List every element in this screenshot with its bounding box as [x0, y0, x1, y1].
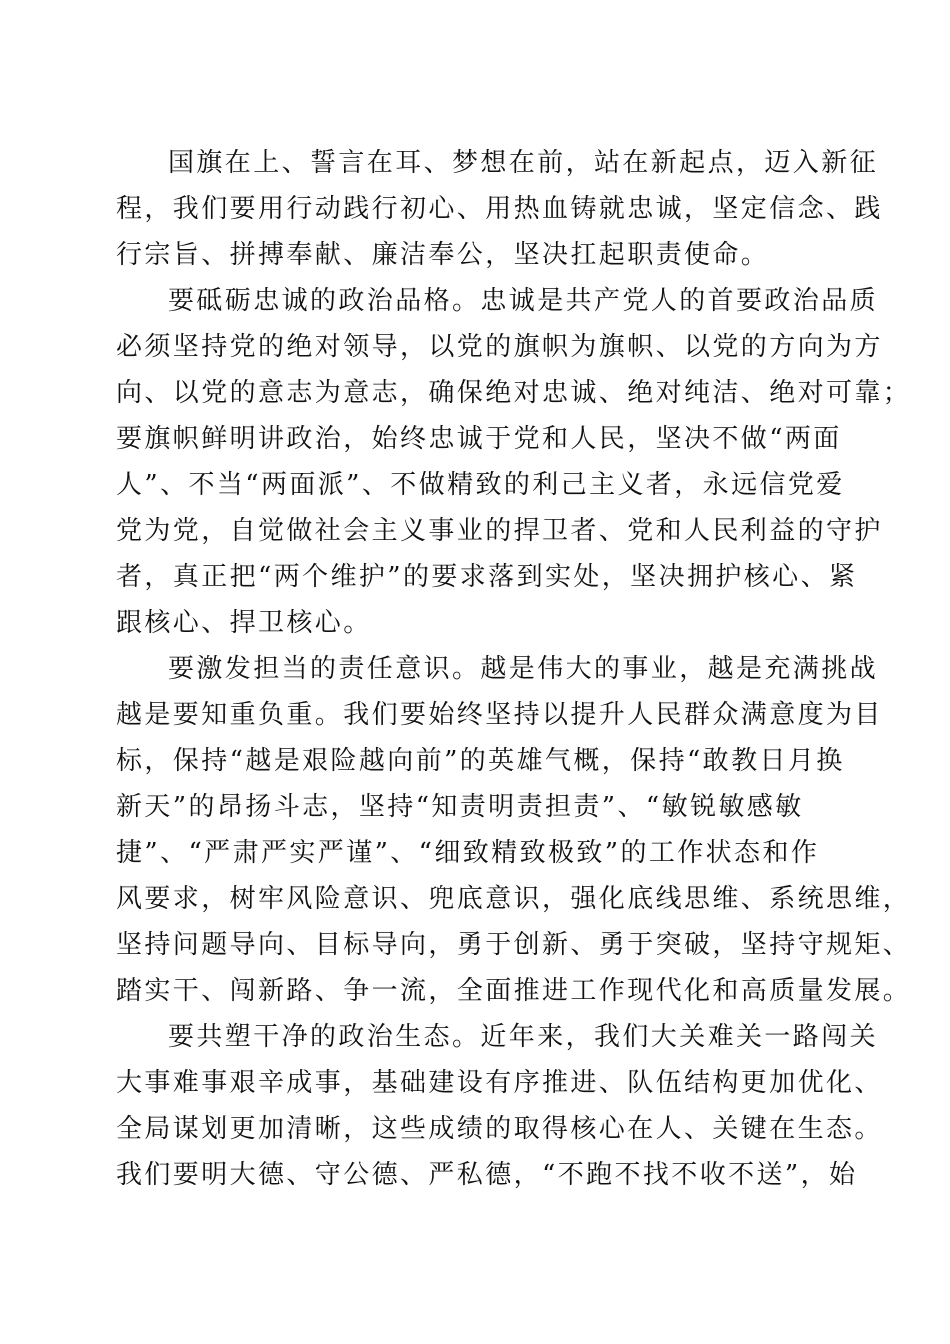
- paragraph-3-line-2: 越是要知重负重。我们要始终坚持以提升人民群众满意度为目: [116, 700, 883, 730]
- paragraph-2-line-1: 要砥砺忠诚的政治品格。忠诚是共产党人的首要政治品质: [168, 286, 879, 316]
- paragraph-2-line-3: 向、以党的意志为意志，确保绝对忠诚、绝对纯洁、绝对可靠；: [116, 378, 912, 408]
- paragraph-2-line-8: 跟核心、捍卫核心。: [116, 608, 372, 638]
- paragraph-3-line-6: 风要求，树牢风险意识、兜底意识，强化底线思维、系统思维，: [116, 884, 912, 914]
- paragraph-4-line-3: 全局谋划更加清晰，这些成绩的取得核心在人、关键在生态。: [116, 1114, 883, 1144]
- paragraph-2-line-7: 者，真正把“两个维护”的要求落到实处，坚决拥护核心、紧: [116, 562, 858, 592]
- paragraph-3-line-8: 踏实干、闯新路、争一流，全面推进工作现代化和高质量发展。: [116, 976, 912, 1006]
- paragraph-1-line-2: 程，我们要用行动践行初心、用热血铸就忠诚，坚定信念、践: [116, 194, 883, 224]
- paragraph-3-line-1: 要激发担当的责任意识。越是伟大的事业，越是充满挑战: [168, 654, 879, 684]
- paragraph-4-line-2: 大事难事艰辛成事，基础建设有序推进、队伍结构更加优化、: [116, 1068, 883, 1098]
- paragraph-2-line-2: 必须坚持党的绝对领导，以党的旗帜为旗帜、以党的方向为方: [116, 332, 883, 362]
- paragraph-2-line-4: 要旗帜鲜明讲政治，始终忠诚于党和人民，坚决不做“两面: [116, 424, 842, 454]
- paragraph-1-line-3: 行宗旨、拼搏奉献、廉洁奉公，坚决扛起职责使命。: [116, 240, 770, 270]
- paragraph-3-line-7: 坚持问题导向、目标导向，勇于创新、勇于突破，坚持守规矩、: [116, 930, 912, 960]
- paragraph-4-line-1: 要共塑干净的政治生态。近年来，我们大关难关一路闯关: [168, 1022, 879, 1052]
- paragraph-3-line-4: 新天”的昂扬斗志，坚持“知责明责担责”、“敏锐敏感敏: [116, 792, 804, 822]
- paragraph-4-line-4: 我们要明大德、守公德、严私德，“不跑不找不收不送”，始: [116, 1160, 858, 1190]
- paragraph-2-line-6: 党为党，自觉做社会主义事业的捍卫者、党和人民利益的守护: [116, 516, 883, 546]
- paragraph-1-line-1: 国旗在上、誓言在耳、梦想在前，站在新起点，迈入新征: [168, 148, 879, 178]
- paragraph-3-line-5: 捷”、“严肃严实严谨”、“细致精致极致”的工作状态和作: [116, 838, 820, 868]
- paragraph-3-line-3: 标，保持“越是艰险越向前”的英雄气概，保持“敢教日月换: [116, 746, 845, 776]
- paragraph-2-line-5: 人”、不当“两面派”、不做精致的利己主义者，永远信党爱: [116, 470, 845, 500]
